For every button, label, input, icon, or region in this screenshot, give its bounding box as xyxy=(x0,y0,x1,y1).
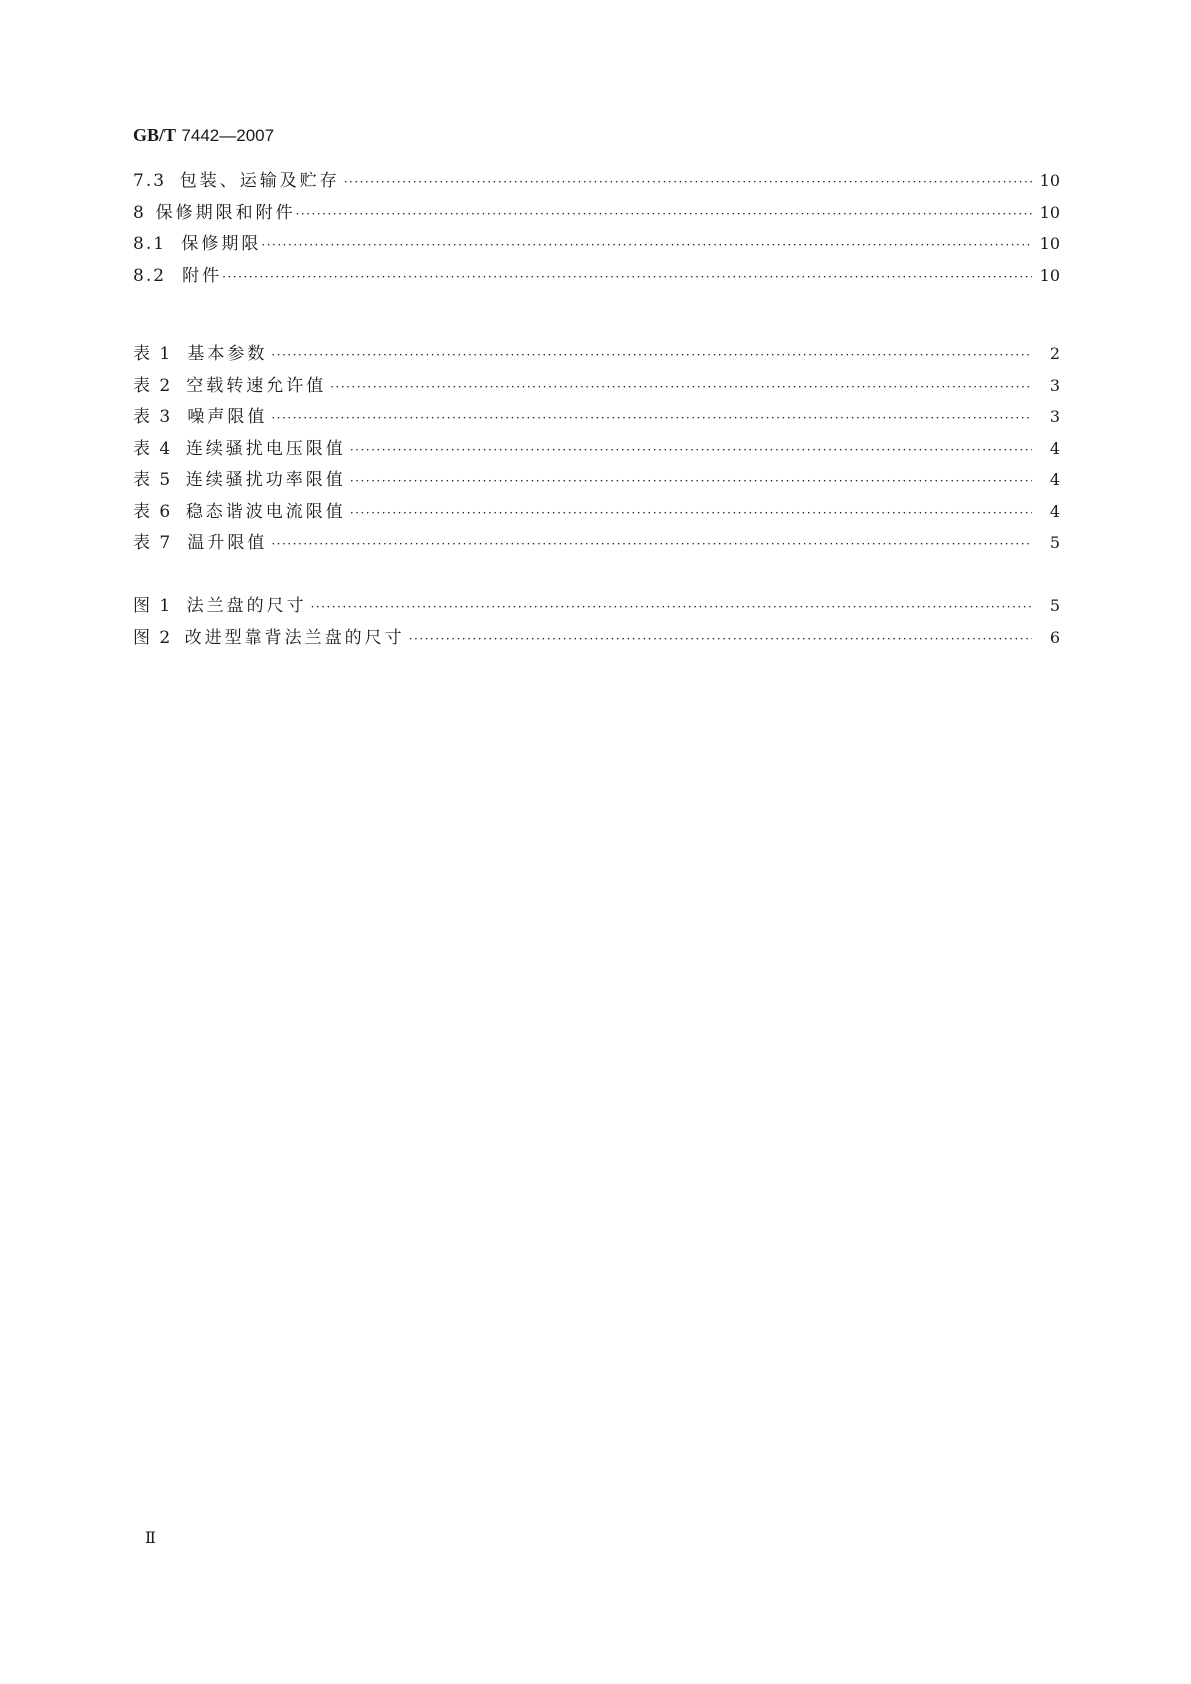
toc-entry-title: 噪声限值 xyxy=(187,407,268,427)
toc-entry-number: 表 3 xyxy=(133,407,173,427)
toc-table-entry[interactable] xyxy=(133,496,1060,528)
dot-leader xyxy=(222,262,1032,294)
toc-entry-title: 包装、运输及贮存 xyxy=(179,171,340,191)
toc-entry-number: 7.3 xyxy=(133,171,167,191)
dot-leader xyxy=(409,624,1032,656)
toc-entry-number: 表 6 xyxy=(133,501,173,522)
dot-leader xyxy=(311,592,1032,624)
dot-leader xyxy=(271,340,1032,372)
toc-entry-number: 表 2 xyxy=(133,375,173,396)
dot-leader xyxy=(261,230,1032,262)
toc-entry-page: 4 xyxy=(1049,501,1060,521)
toc-table-entry[interactable] xyxy=(133,527,1060,559)
toc-entry[interactable] xyxy=(133,228,1060,260)
dot-leader xyxy=(350,466,1032,498)
dot-leader xyxy=(271,529,1032,561)
page-number-footer: Ⅱ xyxy=(145,1528,156,1547)
dot-leader xyxy=(271,403,1032,435)
toc-entry-page: 10 xyxy=(1039,265,1060,285)
toc-figure-entry[interactable] xyxy=(133,590,1060,622)
toc-entry-number: 图 1 xyxy=(133,596,173,616)
toc-sections xyxy=(133,165,1060,291)
toc-entry-title: 保修期限 xyxy=(181,234,262,254)
toc-tables xyxy=(133,338,1060,559)
toc-entry-number: 表 7 xyxy=(133,533,173,553)
dot-leader xyxy=(350,498,1032,530)
toc-entry-page: 10 xyxy=(1039,234,1060,253)
toc-entry-page: 4 xyxy=(1049,438,1060,458)
toc-entry-title: 基本参数 xyxy=(187,344,268,364)
standard-prefix: GB/T xyxy=(133,125,177,145)
toc-entry[interactable] xyxy=(133,197,1060,229)
toc-entry-title: 连续骚扰电压限值 xyxy=(185,438,346,459)
toc-entry-title: 法兰盘的尺寸 xyxy=(186,596,307,616)
toc-entry-number: 表 5 xyxy=(133,470,173,490)
toc-entry-title: 温升限值 xyxy=(187,533,268,553)
toc-entry-number: 8.2 xyxy=(133,265,167,286)
toc-entry-number: 表 1 xyxy=(133,344,173,364)
toc-table-entry[interactable] xyxy=(133,338,1060,370)
toc-entry-title: 保修期限和附件 xyxy=(155,202,296,223)
toc-entry-page: 10 xyxy=(1039,202,1060,222)
toc-figure-entry[interactable] xyxy=(133,622,1060,654)
toc-table-entry[interactable] xyxy=(133,370,1060,402)
dot-leader xyxy=(296,199,1032,231)
dot-leader xyxy=(330,372,1032,404)
toc-entry-page: 5 xyxy=(1049,533,1060,552)
toc-entry-title: 改进型靠背法兰盘的尺寸 xyxy=(184,627,405,648)
toc-figures xyxy=(133,590,1060,653)
toc-entry-page: 3 xyxy=(1049,375,1060,395)
toc-entry-number: 图 2 xyxy=(133,627,173,648)
toc-entry[interactable] xyxy=(133,165,1060,197)
toc-entry-page: 4 xyxy=(1049,470,1060,489)
toc-entry-page: 6 xyxy=(1049,627,1060,647)
toc-entry-title: 连续骚扰功率限值 xyxy=(185,470,346,490)
toc-table-entry[interactable] xyxy=(133,433,1060,465)
toc-entry-title: 稳态谐波电流限值 xyxy=(185,501,346,522)
dot-leader xyxy=(350,435,1032,467)
toc-entry-page: 5 xyxy=(1049,596,1060,615)
toc-table-entry[interactable] xyxy=(133,464,1060,496)
toc-entry-title: 附件 xyxy=(182,265,223,286)
toc-entry-page: 3 xyxy=(1049,407,1060,426)
document-header xyxy=(133,124,274,147)
toc-table-entry[interactable] xyxy=(133,401,1060,433)
toc-entry-title: 空载转速允许值 xyxy=(186,375,327,396)
toc-entry-number: 表 4 xyxy=(133,438,173,459)
toc-entry-number: 8.1 xyxy=(133,234,167,254)
toc-entry-page: 2 xyxy=(1049,344,1060,363)
toc-entry-page: 10 xyxy=(1039,171,1060,190)
toc-entry[interactable] xyxy=(133,260,1060,292)
toc-entry-number: 8 xyxy=(133,202,146,223)
standard-number: 7442—2007 xyxy=(181,126,275,145)
dot-leader xyxy=(344,167,1032,199)
